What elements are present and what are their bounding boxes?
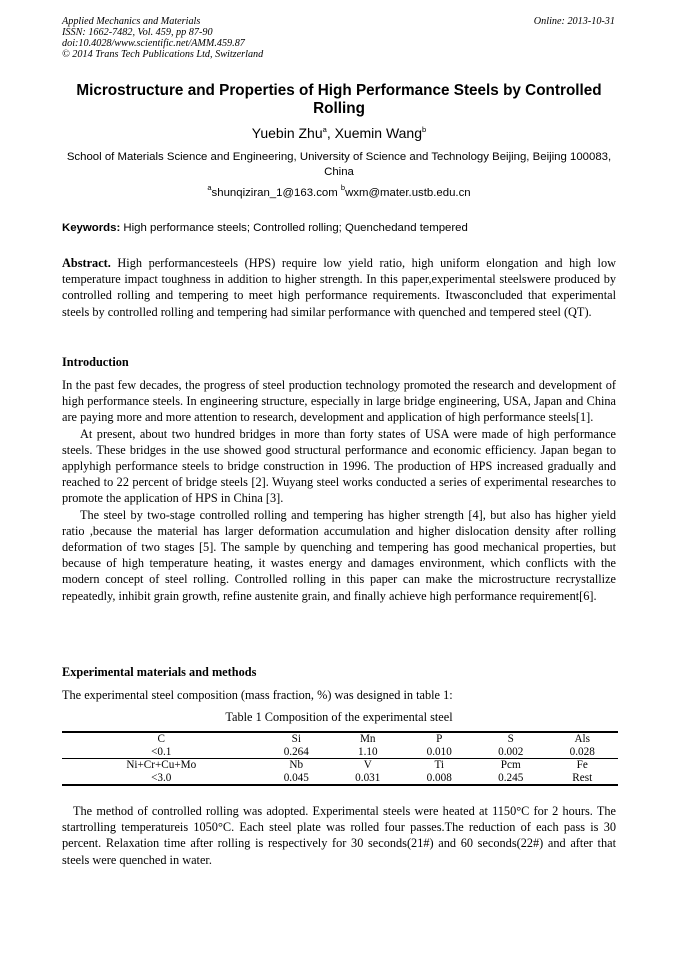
abstract <box>62 255 616 320</box>
email-address[interactable]: wxm@mater.ustb.edu.cn <box>345 187 471 199</box>
author-name: Xuemin Wang <box>334 125 423 141</box>
table-cell: S <box>475 732 546 746</box>
email-mark: b <box>340 183 346 192</box>
table-cell: Ti <box>404 759 475 772</box>
table-cell: Als <box>546 732 618 746</box>
introduction-body <box>62 377 616 604</box>
table-cell: <0.1 <box>151 745 172 758</box>
table-cell: Nb <box>261 759 332 772</box>
table-cell: Mn <box>332 732 403 746</box>
paragraph: The steel by two-stage controlled rolling and tempering has higher strength [4], but also has higher yield ratio ,because the material has larger deformation accumulation and higher dislocation density after rolling deformation of two stages [5]. The sample by quenching and tempering has good mechanical properties, but because of high temperature heating, it wastes energy and damages environment, which conflicts with the modern concept of steel rolling. Controlled rolling in this paper can make the microstructure recrystallize repeatedly, inhibit grain growth, refine austenite grain, and finally achieve high performance requirement[6]. <box>62 507 616 603</box>
table-cell: 0.028 <box>569 745 595 758</box>
table-cell: 1.10 <box>357 745 378 758</box>
table-cell: 0.264 <box>283 745 309 758</box>
journal-header <box>62 16 263 60</box>
paragraph: In the past few decades, the progress of steel production technology promoted the research and development of high performance steels. In engineering structure, especially in large bridge engineering, USA, Japan and China are paying more and more attention to research, development and application of high performance steels[1]. <box>62 378 616 425</box>
table-cell: Si <box>261 732 332 746</box>
copyright-line: © 2014 Trans Tech Publications Ltd, Switzerland <box>62 49 264 60</box>
section-heading-experimental: Experimental materials and methods <box>62 665 257 679</box>
table-caption: Table 1 Composition of the experimental steel <box>225 710 453 724</box>
table-cell: 0.245 <box>475 772 546 786</box>
table-cell: Ni+Cr+Cu+Mo <box>62 759 261 772</box>
table-cell: V <box>332 759 403 772</box>
affiliation: School of Materials Science and Engineering, University of Science and Technology Beijing, Beijing 100083, China <box>66 151 612 178</box>
table-cell: P <box>404 732 475 746</box>
table-cell: C <box>62 732 261 746</box>
table-row <box>62 772 618 786</box>
keywords <box>62 221 618 235</box>
table-row <box>62 732 618 746</box>
composition-table <box>62 731 618 786</box>
table-cell: 0.045 <box>261 772 332 786</box>
online-date: Online: 2013-10-31 <box>533 16 615 27</box>
table-row <box>62 759 618 772</box>
table-cell: Rest <box>546 772 618 786</box>
email-address[interactable]: shunqiziran_1@163.com <box>211 187 338 199</box>
author-mark: b <box>422 125 427 134</box>
table-cell: 0.002 <box>498 745 524 758</box>
table-cell: <3.0 <box>62 772 261 786</box>
table-cell: Fe <box>546 759 618 772</box>
keywords-text: High performance steels; Controlled rolling; Quenchedand tempered <box>120 222 468 234</box>
issn-line: ISSN: 1662-7482, Vol. 459, pp 87-90 <box>62 27 213 38</box>
table-cell: 0.008 <box>404 772 475 786</box>
experimental-intro: The experimental steel composition (mass fraction, %) was designed in table 1: <box>62 688 453 702</box>
table-cell: Pcm <box>475 759 546 772</box>
doi-line: doi:10.4028/www.scientific.net/AMM.459.87 <box>62 38 245 49</box>
table-row <box>62 746 618 759</box>
method-paragraph: The method of controlled rolling was adopted. Experimental steels were heated at 1150°C for 2 hours. The startrolling temperatureis 1050°C. Each steel plate was rolled four passes.The reduction of each pass is 30 percent. Relaxation time after rolling is respectively for 30 seconds(21#) and 60 seconds(22#) and after that steels were quenched in water. <box>62 804 616 867</box>
abstract-label: Abstract. <box>62 256 111 270</box>
author-list <box>62 125 616 142</box>
journal-name: Applied Mechanics and Materials <box>62 16 201 27</box>
abstract-text: High performancesteels (HPS) require low yield ratio, high uniform elongation and high low temperature impact toughness in addition to higher strength. In this paper,experimental steelswere produced by controlled rolling and tempering to meet high performance requirements. Itwasconcluded that experimental steels by controlled rolling and tempering had similar performance with quenched and tempered steel (QT). <box>62 256 616 319</box>
section-heading-introduction: Introduction <box>62 355 129 369</box>
email-mark: a <box>207 183 212 192</box>
paper-title: Microstructure and Properties of High Performance Steels by Controlled Rolling <box>76 82 602 117</box>
table-cell: 0.010 <box>426 745 452 758</box>
paragraph: At present, about two hundred bridges in more than forty states of USA were made of high performance steels. These bridges in the use showed good structural performance and economic efficiency. Japan began to applyhigh performance steels to bridge construction in 1996. The production of HPS increased gradually and reached to 22 percent of bridge steels [2]. Wuyang steel works conducted a series of experimental researches to promote the application of HPS in China [3]. <box>62 426 616 506</box>
table-cell: 0.031 <box>332 772 403 786</box>
email-list <box>62 183 616 200</box>
author-separator: , <box>326 125 335 141</box>
author-name: Yuebin Zhu <box>251 125 323 141</box>
author-mark: a <box>322 125 327 134</box>
keywords-label: Keywords: <box>62 222 121 234</box>
